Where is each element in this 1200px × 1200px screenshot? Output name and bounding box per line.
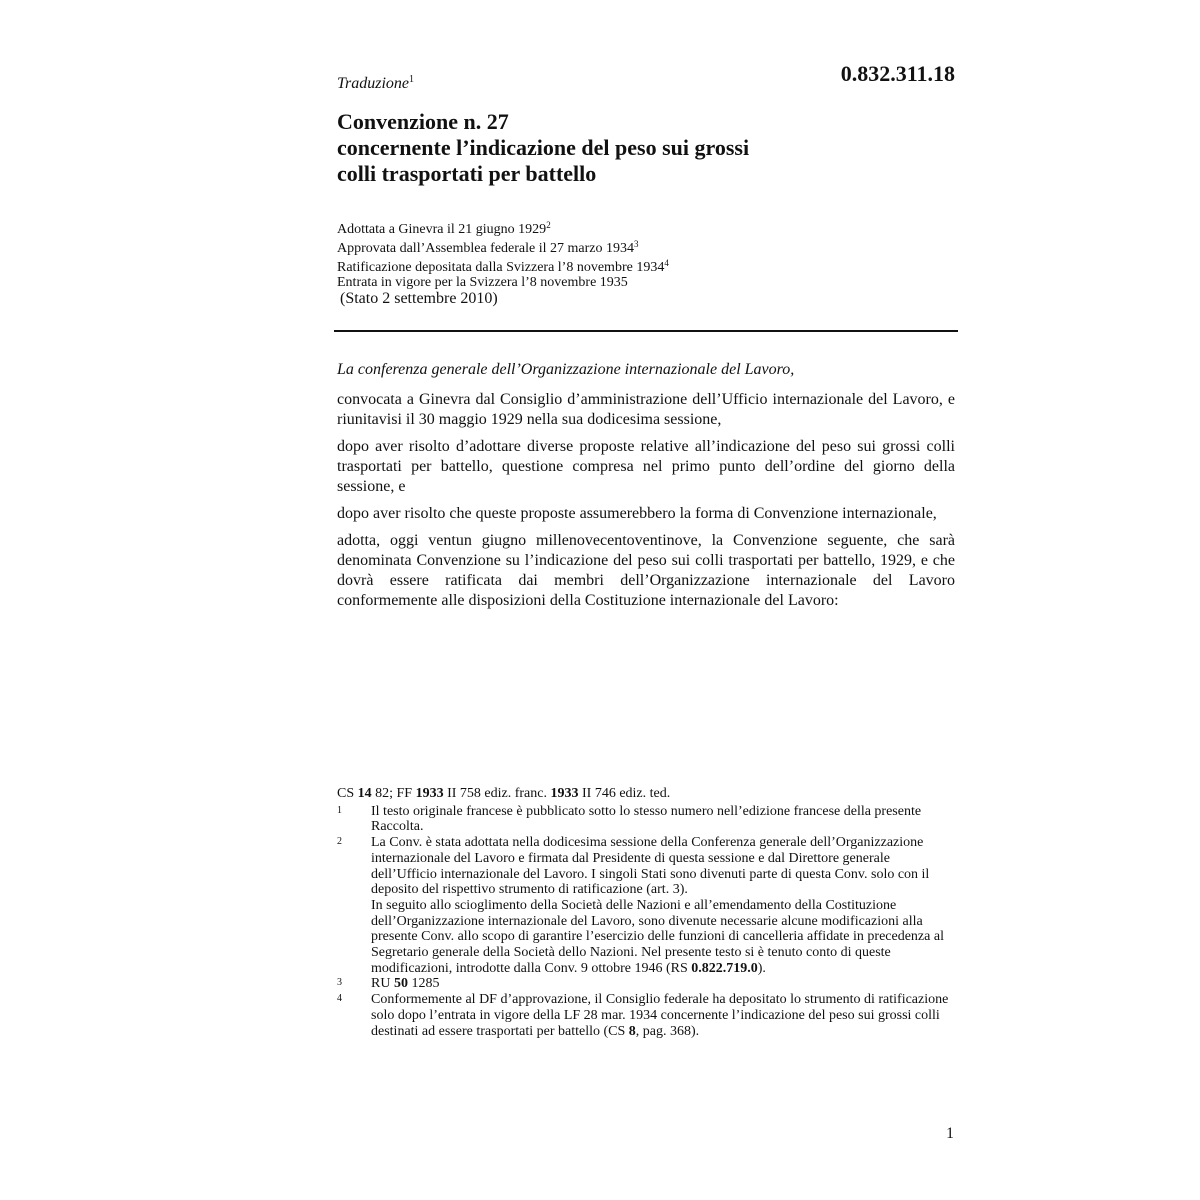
footnote-ref[interactable]: 1 [409, 74, 415, 85]
preamble-intro: La conferenza generale dell’Organizzazione internazionale del Lavoro, [337, 361, 795, 378]
meta-adopted: Adottata a Ginevra il 21 giugno 1929$^2$ [337, 220, 551, 237]
footnotes [337, 786, 955, 1039]
footnote-number: 1 [337, 804, 342, 816]
footnote-1 [337, 804, 955, 835]
page-number: 1 [946, 1125, 954, 1142]
footnote-3 [337, 976, 955, 992]
meta-ratified: Ratificazione depositata dalla Svizzera l’8 novembre 1934$^4$ [337, 258, 669, 275]
source-reference: CS 14 82; FF 1933 II 758 ediz. franc. 1933 II 746 ediz. ted. [337, 786, 671, 801]
translation-label [337, 74, 414, 93]
title-line: concernente l’indicazione del peso sui grossi [337, 135, 750, 160]
document-title [337, 109, 857, 187]
preamble-paragraph: dopo aver risolto d’adottare diverse proposte relative all’indicazione del peso sui grossi colli trasportati per battello, questione compresa nel primo punto dell’ordine del giorno della sessione, e [337, 438, 955, 495]
preamble [337, 360, 955, 618]
footnote-text: RU 50 1285 [371, 976, 440, 992]
footnote-ref[interactable]: 4 [664, 258, 669, 268]
footnote-number: 2 [337, 836, 342, 848]
preamble-paragraph: dopo aver risolto che queste proposte assumerebbero la forma di Convenzione internazionale, [337, 505, 937, 522]
footnote-text: Il testo originale francese è pubblicato sotto lo stesso numero nell’edizione francese della presente Raccolta. [371, 803, 922, 835]
meta-approved: Approvata dall’Assemblea federale il 27 marzo 1934$^3$ [337, 239, 639, 256]
status-date: (Stato 2 settembre 2010) [340, 290, 498, 307]
title-line: Convenzione n. 27 [337, 109, 509, 134]
footnote-text: In seguito allo scioglimento della Società delle Nazioni e all’emendamento della Costituzione dell’Organizzazione internazionale del Lavoro, sono divenute necessarie alcune modificazioni alla presente Conv. allo scopo di garantire l’esercizio delle funzioni di cancelleria affidate in precedenza al Segretario generale della Società dello Nazioni. Nel presente testo si è tenuto conto di queste modificazioni, introdotte dalla Conv. 9 ottobre 1946 (RS 0.822.719.0). [371, 897, 944, 976]
meta-in-force: Entrata in vigore per la Svizzera l’8 novembre 1935 [337, 275, 628, 290]
footnote-number: 4 [337, 993, 342, 1005]
translation-text: Traduzione [337, 75, 410, 92]
preamble-paragraph: adotta, oggi ventun giugno millenovecentoventinove, la Convenzione seguente, che sarà denominata Convenzione su l’indicazione del peso sui colli trasportati per battello, 1929, e che dovrà essere ratificata dai membri dell’Organizzazione internazionale del Lavoro conformemente alle disposizioni della Costituzione internazionale del Lavoro: [337, 532, 955, 609]
document-metadata [337, 218, 669, 290]
preamble-paragraph: convocata a Ginevra dal Consiglio d’amministrazione dell’Ufficio internazionale del Lavoro, e riunitavisi il 30 maggio 1929 nella sua dodicesima sessione, [337, 391, 955, 428]
footnote-2 [337, 835, 955, 976]
footnote-number: 3 [337, 977, 342, 989]
footnote-text: Conformemente al DF d’approvazione, il Consiglio federale ha depositato lo strumento di ratificazione solo dopo l’entrata in vigore della LF 28 mar. 1934 concernente l’indicazione del peso sui grossi colli destinati ad essere trasportati per battello (CS 8, pag. 368). [371, 992, 949, 1039]
footnote-text: La Conv. è stata adottata nella dodicesima sessione della Conferenza generale dell’Organizzazione internazionale del Lavoro e firmata dal Presidente di questa sessione e dal Direttore generale dell’Ufficio internazionale del Lavoro. I singoli Stati sono divenuti parte di questa Conv. solo con il deposito del rispettivo strumento di ratificazione (art. 3). [371, 835, 930, 898]
header-divider [334, 330, 958, 332]
title-line: colli trasportati per battello [337, 161, 597, 186]
sr-number: 0.832.311.18 [840, 61, 955, 86]
footnote-ref[interactable]: 3 [634, 239, 639, 249]
footnote-4 [337, 992, 955, 1039]
rs-link[interactable]: 0.822.719.0 [691, 960, 758, 976]
footnote-ref[interactable]: 2 [546, 220, 551, 230]
